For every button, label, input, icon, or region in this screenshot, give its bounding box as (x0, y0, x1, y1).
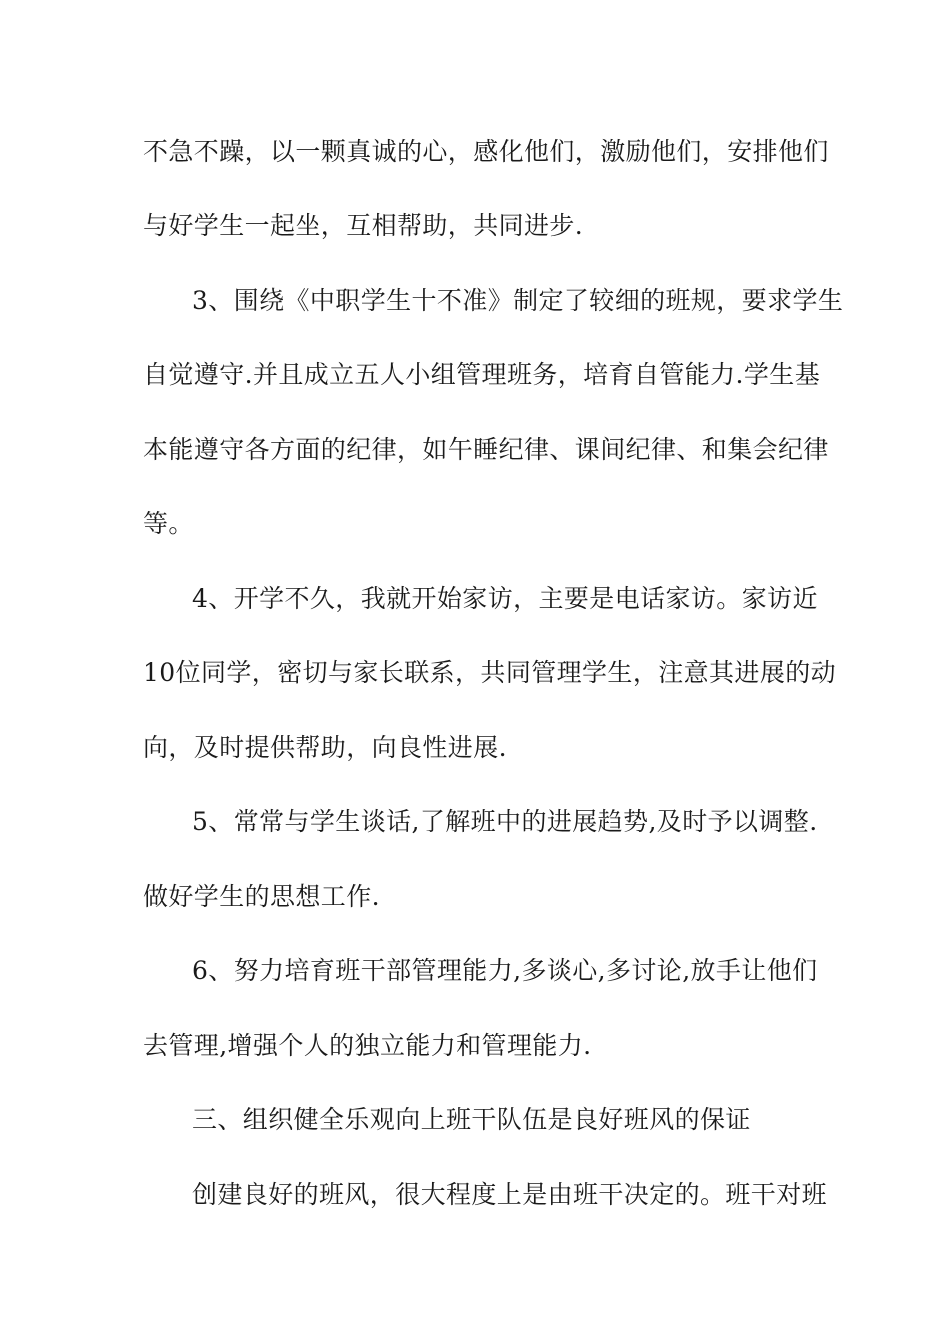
text-line: 不急不躁，以一颗真诚的心，感化他们，激励他们，安排他们 (143, 137, 829, 166)
text-line: 与好学生一起坐，互相帮助，共同进步. (143, 211, 584, 240)
text-line: 10位同学，密切与家长联系，共同管理学生，注意其进展的动 (143, 658, 837, 687)
text-line: 去管理,增强个人的独立能力和管理能力. (143, 1031, 592, 1060)
text-line: 向，及时提供帮助，向良性进展. (143, 733, 507, 762)
text-line: 做好学生的思想工作. (143, 882, 380, 911)
text-line: 本能遵守各方面的纪律，如午睡纪律、课间纪律、和集会纪律 (143, 435, 829, 464)
paragraph-5-start: 5、常常与学生谈话,了解班中的进展趋势,及时予以调整. (192, 807, 818, 836)
text-line: 自觉遵守.并且成立五人小组管理班务，培育自管能力.学生基 (143, 360, 821, 389)
paragraph-start: 创建良好的班风，很大程度上是由班干决定的。班干对班 (192, 1180, 828, 1209)
section-heading: 三、组织健全乐观向上班干队伍是良好班风的保证 (192, 1105, 751, 1134)
paragraph-4-start: 4、开学不久，我就开始家访，主要是电话家访。家访近 (192, 584, 818, 613)
text-line: 等。 (143, 509, 194, 538)
paragraph-6-start: 6、努力培育班干部管理能力,多谈心,多讨论,放手让他们 (192, 956, 818, 985)
paragraph-3-start: 3、围绕《中职学生十不准》制定了较细的班规，要求学生 (192, 286, 844, 315)
